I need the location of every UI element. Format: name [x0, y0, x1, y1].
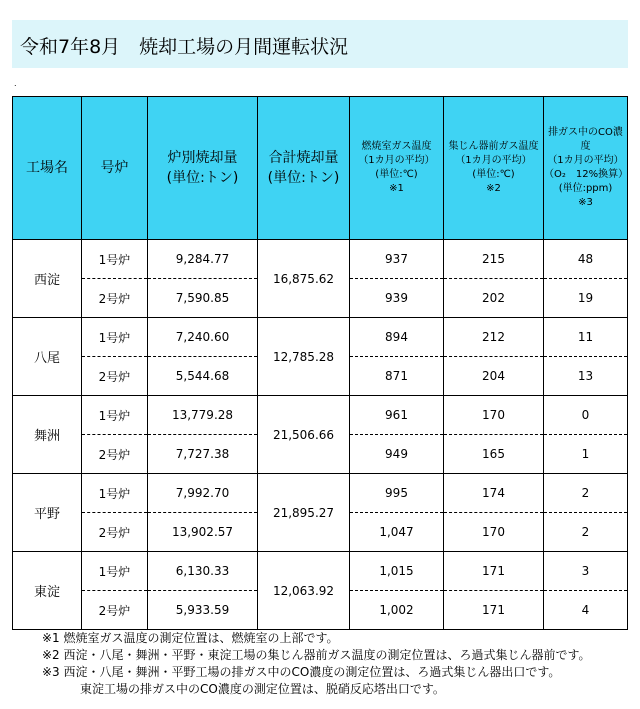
combustion-temp: 1,047	[350, 513, 444, 552]
furnace-label: 1号炉	[82, 396, 148, 435]
furnace-amount: 5,933.59	[148, 591, 258, 630]
furnace-label: 1号炉	[82, 240, 148, 279]
combustion-temp: 995	[350, 474, 444, 513]
dust-collector-temp: 174	[444, 474, 544, 513]
combustion-temp: 1,002	[350, 591, 444, 630]
combustion-temp: 939	[350, 279, 444, 318]
table-row	[13, 552, 628, 591]
co-concentration: 48	[544, 240, 628, 279]
dust-collector-temp: 171	[444, 552, 544, 591]
combustion-temp: 961	[350, 396, 444, 435]
footnote-3-continued: 東淀工場の排ガス中のCO濃度の測定位置は、脱硝反応塔出口です。	[80, 682, 445, 696]
dust-collector-temp: 204	[444, 357, 544, 396]
dust-collector-temp: 212	[444, 318, 544, 357]
total-amount: 21,895.27	[258, 474, 350, 552]
plant-name: 八尾	[13, 318, 82, 396]
furnace-amount: 13,902.57	[148, 513, 258, 552]
co-concentration: 3	[544, 552, 628, 591]
plant-name: 平野	[13, 474, 82, 552]
plant-name: 西淀	[13, 240, 82, 318]
furnace-amount: 5,544.68	[148, 357, 258, 396]
header-row	[13, 97, 628, 240]
combustion-temp: 894	[350, 318, 444, 357]
furnace-label: 2号炉	[82, 591, 148, 630]
co-concentration: 2	[544, 513, 628, 552]
dust-collector-temp: 170	[444, 396, 544, 435]
furnace-amount: 6,130.33	[148, 552, 258, 591]
combustion-temp: 871	[350, 357, 444, 396]
dust-collector-temp: 170	[444, 513, 544, 552]
table-row	[13, 318, 628, 357]
footnote-3: ※3 西淀・八尾・舞洲・平野工場の排ガス中のCO濃度の測定位置は、ろ過式集じん器出口です。	[42, 665, 561, 679]
dust-collector-temp: 165	[444, 435, 544, 474]
footnote-2: ※2 西淀・八尾・舞洲・平野・東淀工場の集じん器前ガス温度の測定位置は、ろ過式集じん器前です。	[42, 648, 591, 662]
dust-collector-temp: 202	[444, 279, 544, 318]
header-amount-per-furnace: 炉別焼却量 (単位:トン)	[148, 97, 258, 240]
plant-name: 東淀	[13, 552, 82, 630]
total-amount: 21,506.66	[258, 396, 350, 474]
co-concentration: 1	[544, 435, 628, 474]
dust-collector-temp: 171	[444, 591, 544, 630]
total-amount: 12,785.28	[258, 318, 350, 396]
total-amount: 12,063.92	[258, 552, 350, 630]
co-concentration: 11	[544, 318, 628, 357]
co-concentration: 4	[544, 591, 628, 630]
header-furnace: 号炉	[82, 97, 148, 240]
header-plant: 工場名	[13, 97, 82, 240]
header-dust-collector-temp: 集じん器前ガス温度 （1カ月の平均） (単位:℃) ※2	[444, 97, 544, 240]
furnace-label: 2号炉	[82, 435, 148, 474]
footnotes	[42, 630, 591, 698]
title-bar	[12, 20, 628, 68]
page-title: 令和7年8月 焼却工場の月間運転状況	[20, 36, 349, 58]
furnace-amount: 7,727.38	[148, 435, 258, 474]
header-total-amount: 合計焼却量 (単位:トン)	[258, 97, 350, 240]
total-amount: 16,875.62	[258, 240, 350, 318]
furnace-label: 1号炉	[82, 474, 148, 513]
combustion-temp: 949	[350, 435, 444, 474]
table-row	[13, 396, 628, 435]
furnace-label: 1号炉	[82, 318, 148, 357]
furnace-amount: 7,590.85	[148, 279, 258, 318]
header-co-concentration: 排ガス中のCO濃度 （1カ月の平均） （O₂ 12%換算） (単位:ppm) ※3	[544, 97, 628, 240]
co-concentration: 19	[544, 279, 628, 318]
furnace-label: 2号炉	[82, 279, 148, 318]
furnace-amount: 7,240.60	[148, 318, 258, 357]
combustion-temp: 937	[350, 240, 444, 279]
furnace-label: 2号炉	[82, 513, 148, 552]
dust-collector-temp: 215	[444, 240, 544, 279]
dot-mark: .	[14, 79, 17, 88]
combustion-temp: 1,015	[350, 552, 444, 591]
header-combustion-temp: 燃焼室ガス温度 （1カ月の平均） (単位:℃) ※1	[350, 97, 444, 240]
table-row	[13, 240, 628, 279]
furnace-amount: 7,992.70	[148, 474, 258, 513]
co-concentration: 2	[544, 474, 628, 513]
footnote-1: ※1 燃焼室ガス温度の測定位置は、燃焼室の上部です。	[42, 631, 339, 645]
table-row	[13, 474, 628, 513]
plant-name: 舞洲	[13, 396, 82, 474]
operation-table	[12, 96, 628, 630]
co-concentration: 13	[544, 357, 628, 396]
furnace-label: 1号炉	[82, 552, 148, 591]
co-concentration: 0	[544, 396, 628, 435]
furnace-amount: 13,779.28	[148, 396, 258, 435]
furnace-amount: 9,284.77	[148, 240, 258, 279]
furnace-label: 2号炉	[82, 357, 148, 396]
